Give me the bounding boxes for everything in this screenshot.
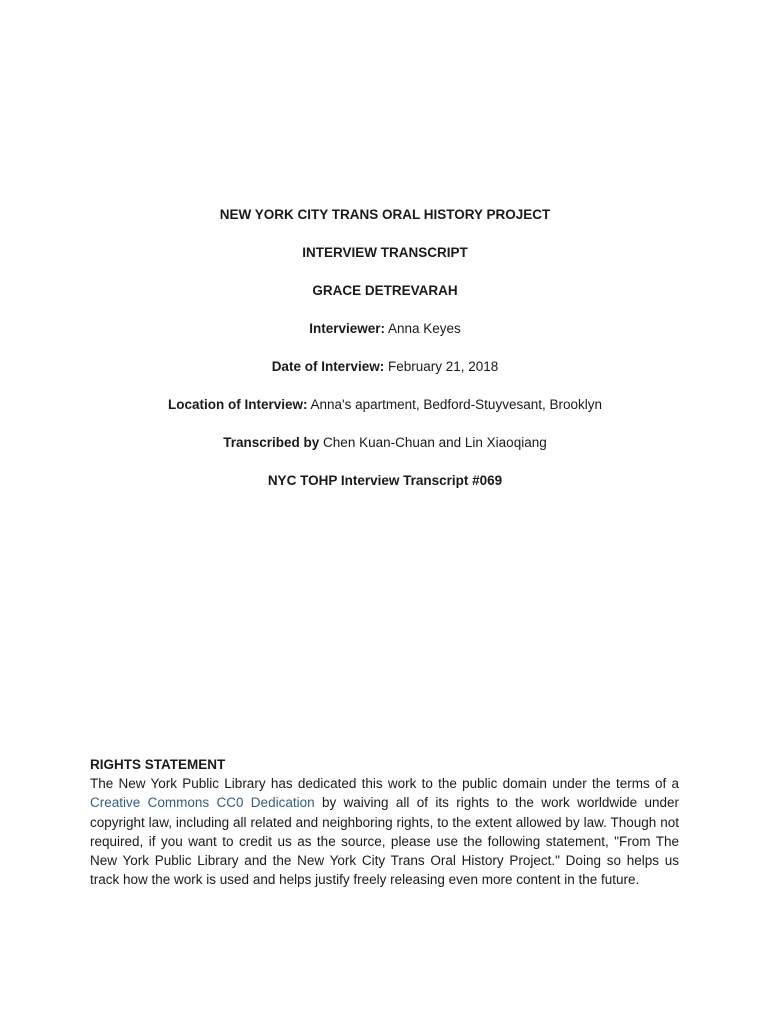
narrator-name-text: GRACE DETREVARAH (312, 283, 458, 298)
interviewer-value: Anna Keyes (384, 321, 461, 336)
project-title (0, 206, 770, 244)
date-label: Date of Interview: (271, 359, 385, 374)
transcribed-label: Transcribed by (223, 435, 320, 450)
location-label: Location of Interview: (167, 397, 308, 412)
transcribed-value: Chen Kuan-Chuan and Lin Xiaoqiang (319, 435, 547, 450)
interviewer-label: Interviewer: (309, 321, 385, 336)
rights-statement (90, 755, 679, 889)
rights-heading: RIGHTS STATEMENT (90, 757, 226, 772)
location-line (0, 396, 770, 434)
rights-text-after-link: by waiving all of its rights to the work worldwide under copyright law, including all related and neighboring rights, to the extent allowed by law. Though not required, if you want to credit us as the source, please use the following statement, "From The New York Public Library and the New York City Trans Oral History Project." Doing so helps us track how the work is used and helps justify freely releasing even more content in the future. (90, 795, 679, 888)
transcribed-line (0, 434, 770, 472)
narrator-name (0, 282, 770, 320)
transcript-id-line (0, 472, 770, 510)
transcript-id: NYC TOHP Interview Transcript #069 (267, 473, 503, 488)
rights-body (90, 774, 679, 889)
date-value: February 21, 2018 (384, 359, 499, 374)
document-type-text: INTERVIEW TRANSCRIPT (302, 245, 468, 260)
creative-commons-link[interactable]: Creative Commons CC0 Dedication (90, 795, 315, 811)
document-type (0, 244, 770, 282)
date-line (0, 358, 770, 396)
project-title-text: NEW YORK CITY TRANS ORAL HISTORY PROJECT (219, 207, 551, 222)
rights-text-before-link: The New York Public Library has dedicated this work to the public domain under the terms of a (90, 776, 679, 792)
location-value: Anna's apartment, Bedford-Stuyvesant, Brooklyn (307, 397, 602, 412)
interviewer-line (0, 320, 770, 358)
title-block (0, 206, 770, 510)
